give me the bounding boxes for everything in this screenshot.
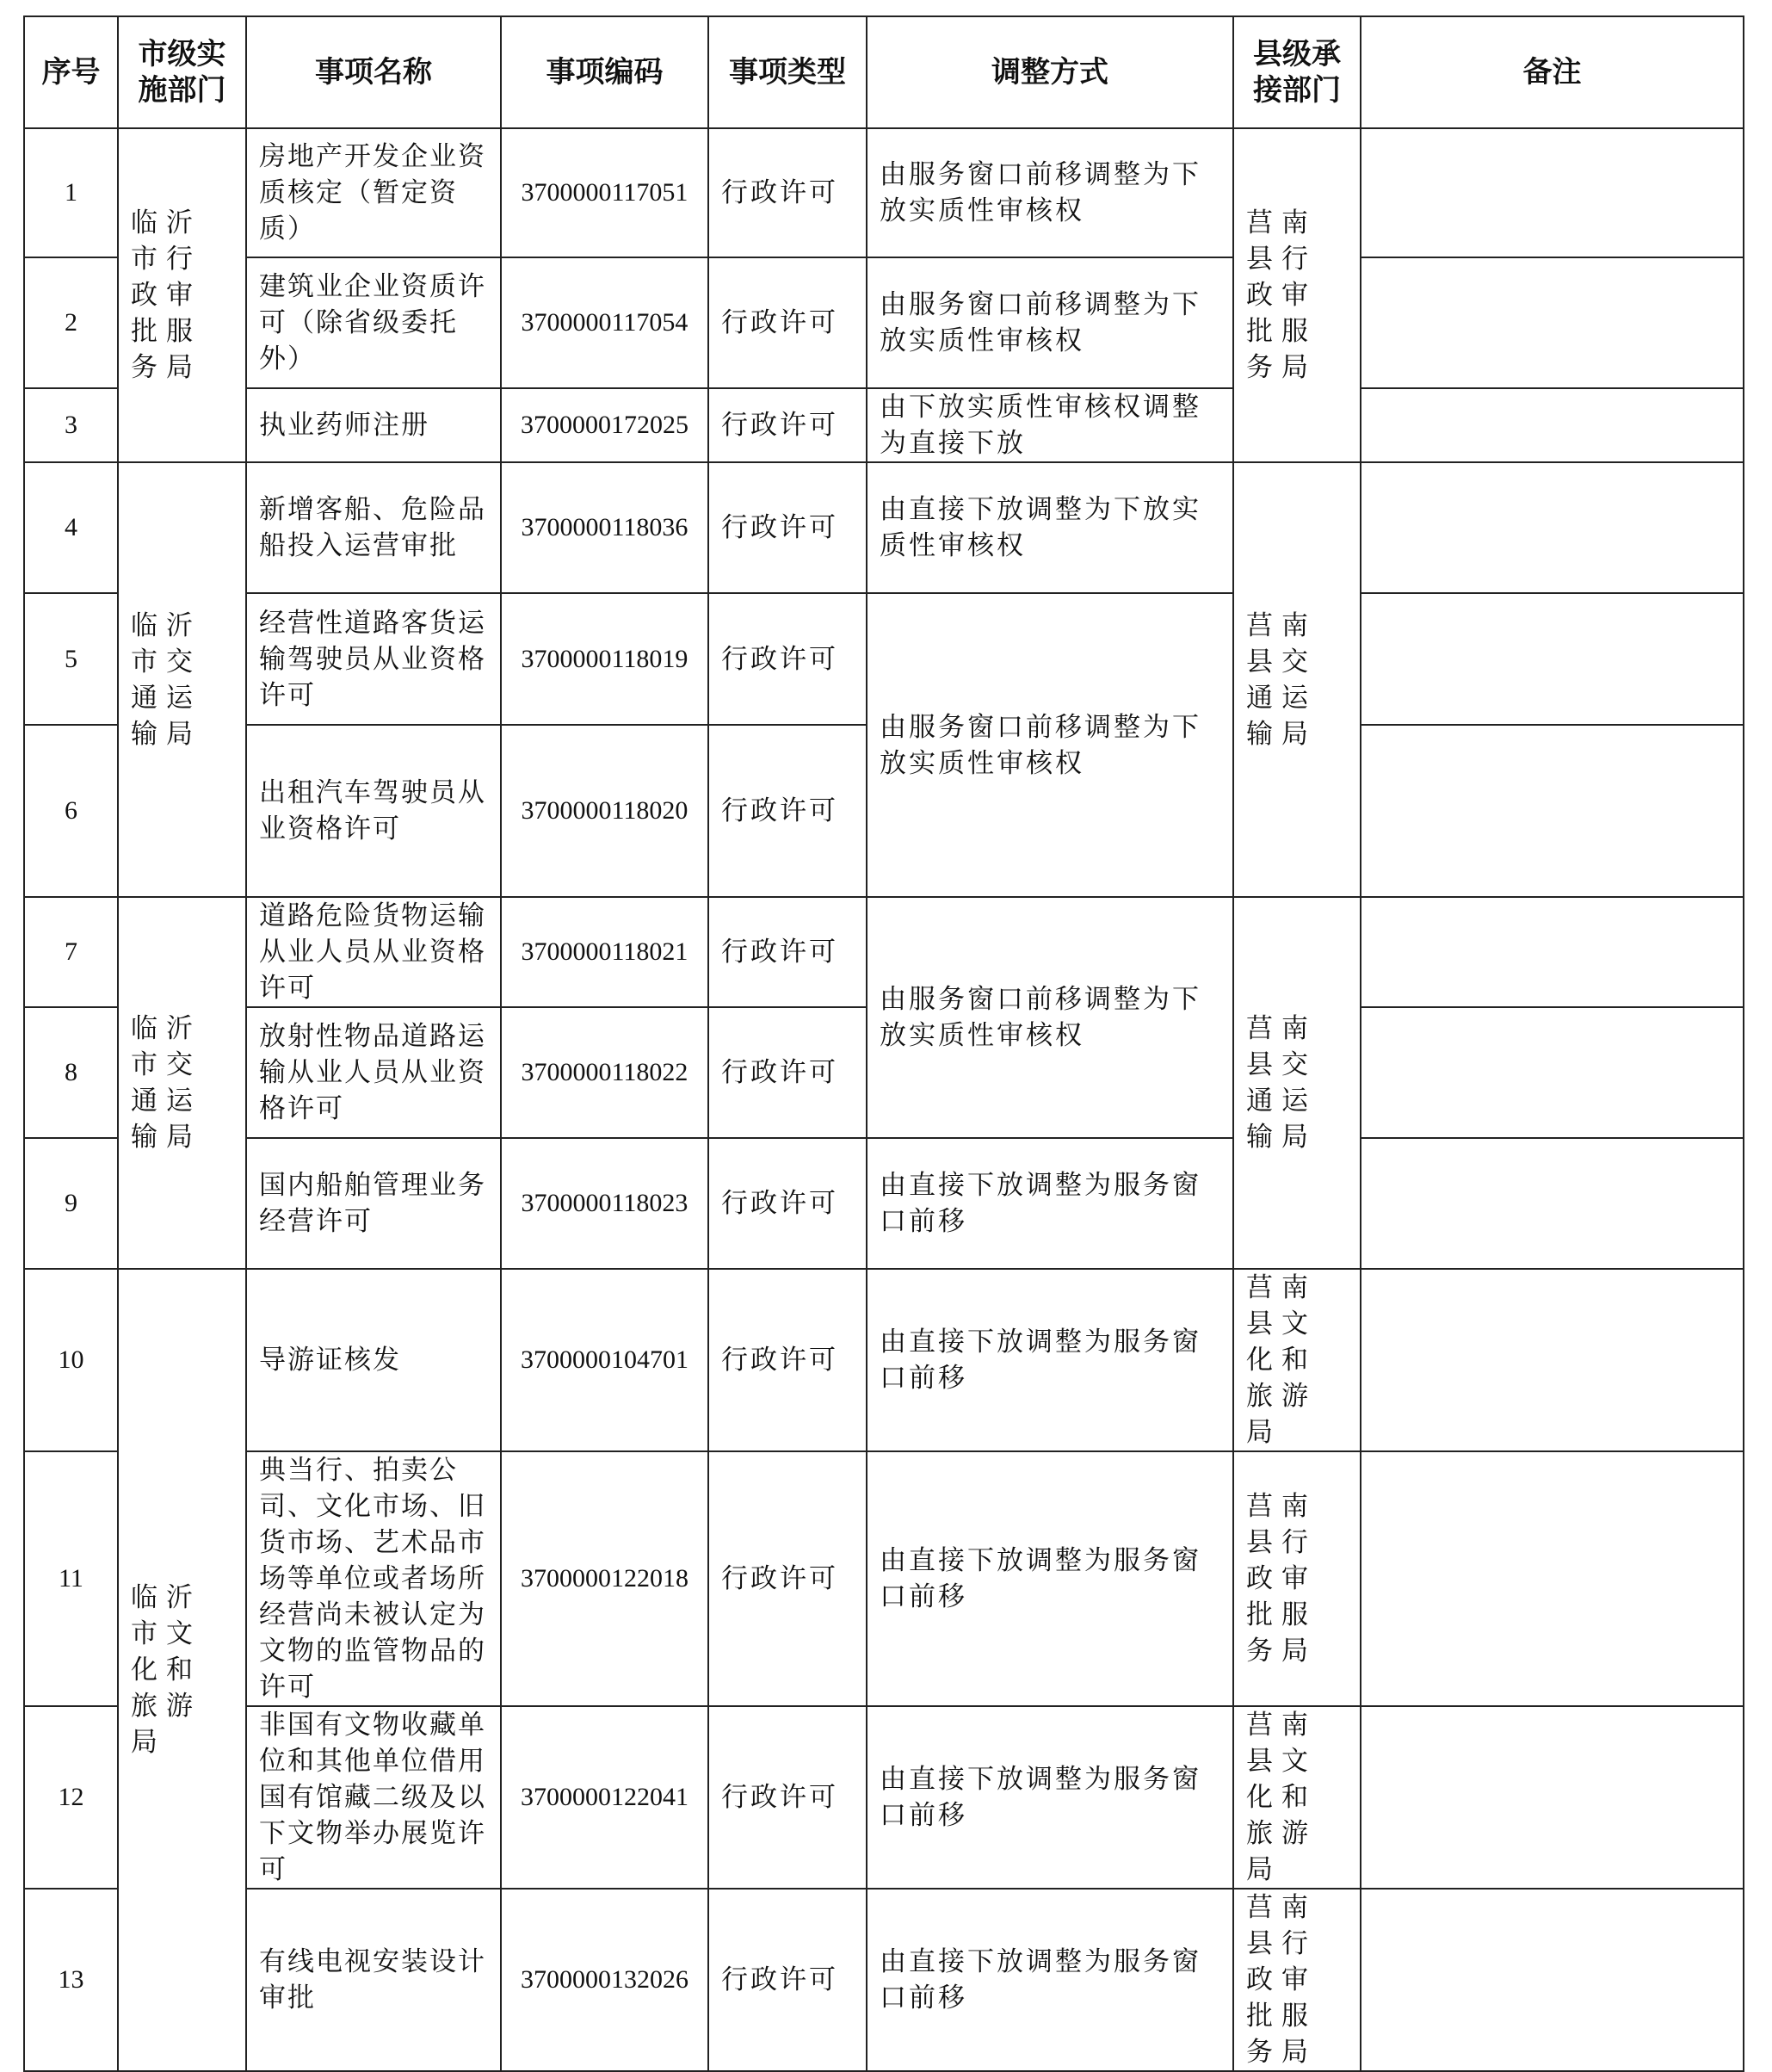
row-note [1361, 128, 1744, 257]
row-code: 3700000118022 [501, 1007, 708, 1138]
table-row [24, 388, 1744, 462]
header-name: 事项名称 [246, 16, 501, 128]
table-row [24, 593, 1744, 725]
row-seq: 13 [24, 1889, 118, 2071]
row-county-dept: 莒南县文化和旅游局 [1233, 1269, 1361, 1451]
row-note [1361, 1269, 1744, 1451]
row-name: 出租汽车驾驶员从业资格许可 [246, 725, 501, 897]
row-note [1361, 462, 1744, 593]
row-type: 行政许可 [708, 388, 867, 462]
header-row [24, 16, 1744, 128]
row-type: 行政许可 [708, 1889, 867, 2071]
row-type: 行政许可 [708, 1451, 867, 1706]
row-code: 3700000118036 [501, 462, 708, 593]
row-note [1361, 593, 1744, 725]
row-type: 行政许可 [708, 257, 867, 388]
row-seq: 4 [24, 462, 118, 593]
row-city-dept: 临沂市行政审批服务局 [118, 128, 246, 462]
row-adjust: 由服务窗口前移调整为下放实质性审核权 [867, 128, 1233, 257]
table-row [24, 1269, 1744, 1451]
row-code: 3700000117054 [501, 257, 708, 388]
row-name: 房地产开发企业资质核定（暂定资质） [246, 128, 501, 257]
row-note [1361, 1706, 1744, 1889]
row-county-dept: 莒南县行政审批服务局 [1233, 128, 1361, 462]
row-seq: 12 [24, 1706, 118, 1889]
row-city-dept: 临沂市交通运输局 [118, 462, 246, 897]
header-county-dept: 县级承接部门 [1233, 16, 1361, 128]
table-row [24, 128, 1744, 257]
row-name: 国内船舶管理业务经营许可 [246, 1138, 501, 1269]
row-county-dept: 莒南县行政审批服务局 [1233, 1889, 1361, 2071]
row-city-dept: 临沂市交通运输局 [118, 897, 246, 1269]
row-seq: 9 [24, 1138, 118, 1269]
row-code: 3700000117051 [501, 128, 708, 257]
row-type: 行政许可 [708, 1706, 867, 1889]
row-code: 3700000122041 [501, 1706, 708, 1889]
row-seq: 2 [24, 257, 118, 388]
row-note [1361, 1007, 1744, 1138]
table-row [24, 1451, 1744, 1706]
row-adjust: 由直接下放调整为服务窗口前移 [867, 1706, 1233, 1889]
row-seq: 1 [24, 128, 118, 257]
header-type: 事项类型 [708, 16, 867, 128]
row-adjust: 由直接下放调整为服务窗口前移 [867, 1451, 1233, 1706]
row-code: 3700000122018 [501, 1451, 708, 1706]
row-type: 行政许可 [708, 897, 867, 1007]
row-note [1361, 1138, 1744, 1269]
row-name: 放射性物品道路运输从业人员从业资格许可 [246, 1007, 501, 1138]
row-type: 行政许可 [708, 1269, 867, 1451]
row-county-dept: 莒南县交通运输局 [1233, 462, 1361, 897]
row-name: 执业药师注册 [246, 388, 501, 462]
row-seq: 10 [24, 1269, 118, 1451]
row-adjust: 由服务窗口前移调整为下放实质性审核权 [867, 257, 1233, 388]
row-city-dept: 临沂市文化和旅游局 [118, 1269, 246, 2071]
row-note [1361, 897, 1744, 1007]
row-seq: 6 [24, 725, 118, 897]
row-seq: 11 [24, 1451, 118, 1706]
row-name: 经营性道路客货运输驾驶员从业资格许可 [246, 593, 501, 725]
row-note [1361, 1889, 1744, 2071]
row-name: 建筑业企业资质许可（除省级委托外） [246, 257, 501, 388]
row-name: 道路危险货物运输从业人员从业资格许可 [246, 897, 501, 1007]
row-county-dept: 莒南县交通运输局 [1233, 897, 1361, 1269]
row-adjust: 由直接下放调整为服务窗口前移 [867, 1269, 1233, 1451]
row-adjust: 由直接下放调整为下放实质性审核权 [867, 462, 1233, 593]
row-seq: 3 [24, 388, 118, 462]
table-row [24, 462, 1744, 593]
header-adjust: 调整方式 [867, 16, 1233, 128]
row-note [1361, 257, 1744, 388]
row-code: 3700000118023 [501, 1138, 708, 1269]
row-name: 新增客船、危险品船投入运营审批 [246, 462, 501, 593]
row-name: 有线电视安装设计审批 [246, 1889, 501, 2071]
table-row [24, 1889, 1744, 2071]
header-city-dept: 市级实施部门 [118, 16, 246, 128]
header-code: 事项编码 [501, 16, 708, 128]
table-row [24, 1138, 1744, 1269]
table-row [24, 257, 1744, 388]
row-code: 3700000118019 [501, 593, 708, 725]
row-code: 3700000132026 [501, 1889, 708, 2071]
row-code: 3700000118020 [501, 725, 708, 897]
row-type: 行政许可 [708, 725, 867, 897]
header-seq: 序号 [24, 16, 118, 128]
row-type: 行政许可 [708, 462, 867, 593]
row-type: 行政许可 [708, 1007, 867, 1138]
row-adjust: 由服务窗口前移调整为下放实质性审核权 [867, 593, 1233, 897]
row-name: 非国有文物收藏单位和其他单位借用国有馆藏二级及以下文物举办展览许可 [246, 1706, 501, 1889]
row-county-dept: 莒南县文化和旅游局 [1233, 1706, 1361, 1889]
row-seq: 7 [24, 897, 118, 1007]
row-adjust: 由直接下放调整为服务窗口前移 [867, 1889, 1233, 2071]
row-seq: 8 [24, 1007, 118, 1138]
row-county-dept: 莒南县行政审批服务局 [1233, 1451, 1361, 1706]
header-note: 备注 [1361, 16, 1744, 128]
row-seq: 5 [24, 593, 118, 725]
row-adjust: 由下放实质性审核权调整为直接下放 [867, 388, 1233, 462]
table-row [24, 897, 1744, 1007]
table-row [24, 1706, 1744, 1889]
row-code: 3700000172025 [501, 388, 708, 462]
row-note [1361, 725, 1744, 897]
row-type: 行政许可 [708, 128, 867, 257]
row-name: 典当行、拍卖公司、文化市场、旧货市场、艺术品市场等单位或者场所经营尚未被认定为文物的监管物品的许可 [246, 1451, 501, 1706]
row-note [1361, 1451, 1744, 1706]
row-code: 3700000118021 [501, 897, 708, 1007]
row-adjust: 由直接下放调整为服务窗口前移 [867, 1138, 1233, 1269]
row-type: 行政许可 [708, 593, 867, 725]
row-name: 导游证核发 [246, 1269, 501, 1451]
row-type: 行政许可 [708, 1138, 867, 1269]
row-note [1361, 388, 1744, 462]
row-adjust: 由服务窗口前移调整为下放实质性审核权 [867, 897, 1233, 1138]
row-code: 3700000104701 [501, 1269, 708, 1451]
adjustment-table [23, 15, 1744, 2072]
